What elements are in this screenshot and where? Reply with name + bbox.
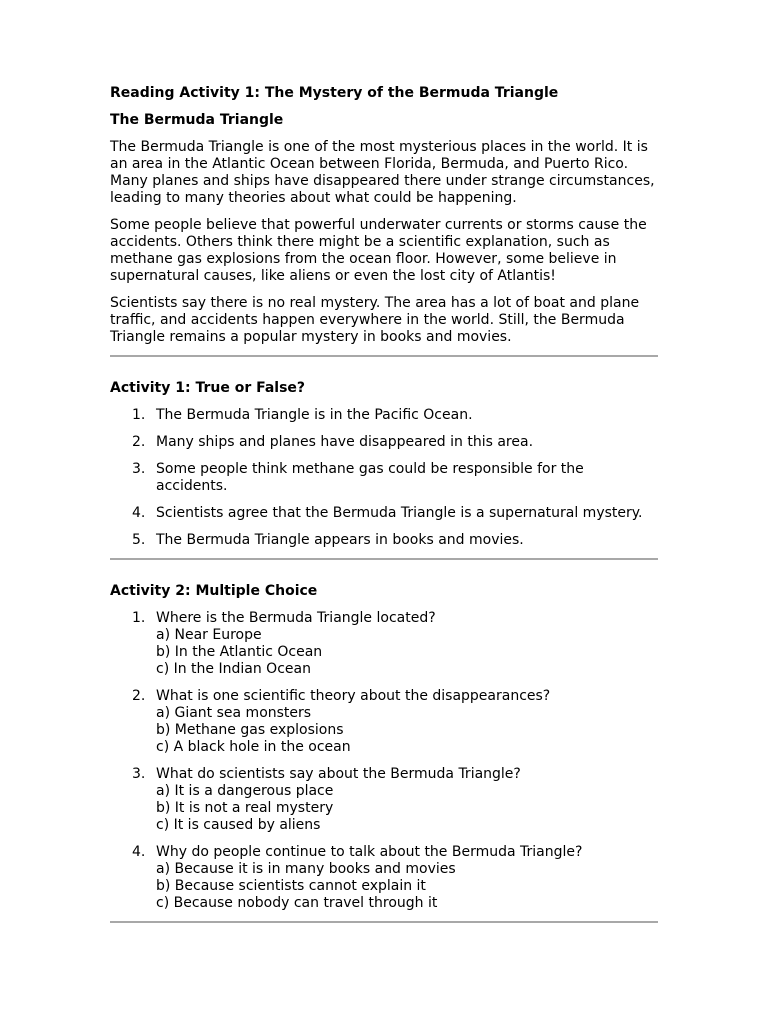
activity2-heading: Activity 2: Multiple Choice — [110, 583, 318, 599]
item-number: 4. — [132, 505, 146, 521]
paragraph: The Bermuda Triangle is one of the most mysterious places in the world. It is an area in the Atlantic Ocean between Florida, Bermuda, and Puerto Rico. Many planes and ships have disappeared there under strange circumstances, leading to many theories about what could be happening. — [110, 139, 655, 206]
true-false-list — [110, 407, 658, 549]
statement-text: Some people think methane gas could be responsible for the accidents. — [156, 461, 584, 494]
list-item — [110, 434, 658, 451]
answer-option: b) Because scientists cannot explain it — [156, 878, 426, 894]
list-item — [110, 532, 658, 549]
list-item — [110, 407, 658, 424]
document-page — [110, 85, 658, 923]
item-number: 4. — [132, 844, 146, 860]
item-number: 5. — [132, 532, 146, 548]
answer-option: b) In the Atlantic Ocean — [156, 644, 323, 660]
item-number: 1. — [132, 610, 146, 626]
paragraph: Some people believe that powerful underwater currents or storms cause the accidents. Others think there might be a scientific explanation, such as methane gas explosions from the ocean floor. However, some believe in supernatural causes, like aliens or even the lost city of Atlantis! — [110, 217, 647, 284]
question-text: What is one scientific theory about the disappearances? — [156, 688, 551, 704]
section-divider — [110, 921, 658, 923]
answer-option: c) In the Indian Ocean — [156, 661, 311, 677]
statement-text: The Bermuda Triangle is in the Pacific Ocean. — [156, 407, 473, 423]
answer-option: a) Near Europe — [156, 627, 262, 643]
question-item — [110, 844, 658, 912]
answer-option: c) A black hole in the ocean — [156, 739, 351, 755]
list-item — [110, 505, 658, 522]
item-number: 3. — [132, 766, 146, 782]
answer-option: c) It is caused by aliens — [156, 817, 321, 833]
statement-text: Scientists agree that the Bermuda Triangle is a supernatural mystery. — [156, 505, 643, 521]
activity1-heading: Activity 1: True or False? — [110, 380, 306, 396]
answer-option: b) Methane gas explosions — [156, 722, 344, 738]
item-number: 2. — [132, 434, 146, 450]
item-number: 3. — [132, 461, 146, 477]
answer-option: a) It is a dangerous place — [156, 783, 334, 799]
section-divider — [110, 558, 658, 560]
list-item — [110, 461, 658, 495]
article-subtitle: The Bermuda Triangle — [110, 112, 284, 128]
statement-text: The Bermuda Triangle appears in books and movies. — [156, 532, 524, 548]
question-item — [110, 610, 658, 678]
question-text: Where is the Bermuda Triangle located? — [156, 610, 436, 626]
answer-option: a) Because it is in many books and movies — [156, 861, 456, 877]
paragraph: Scientists say there is no real mystery. The area has a lot of boat and plane traffic, and accidents happen everywhere in the world. Still, the Bermuda Triangle remains a popular mystery in books and movies. — [110, 295, 640, 345]
statement-text: Many ships and planes have disappeared in this area. — [156, 434, 534, 450]
item-number: 1. — [132, 407, 146, 423]
answer-option: a) Giant sea monsters — [156, 705, 312, 721]
question-item — [110, 688, 658, 756]
question-text: Why do people continue to talk about the Bermuda Triangle? — [156, 844, 583, 860]
answer-option: b) It is not a real mystery — [156, 800, 334, 816]
section-divider — [110, 355, 658, 357]
multiple-choice-list — [110, 610, 658, 912]
question-text: What do scientists say about the Bermuda Triangle? — [156, 766, 521, 782]
answer-option: c) Because nobody can travel through it — [156, 895, 438, 911]
document-title: Reading Activity 1: The Mystery of the Bermuda Triangle — [110, 85, 559, 101]
question-item — [110, 766, 658, 834]
item-number: 2. — [132, 688, 146, 704]
